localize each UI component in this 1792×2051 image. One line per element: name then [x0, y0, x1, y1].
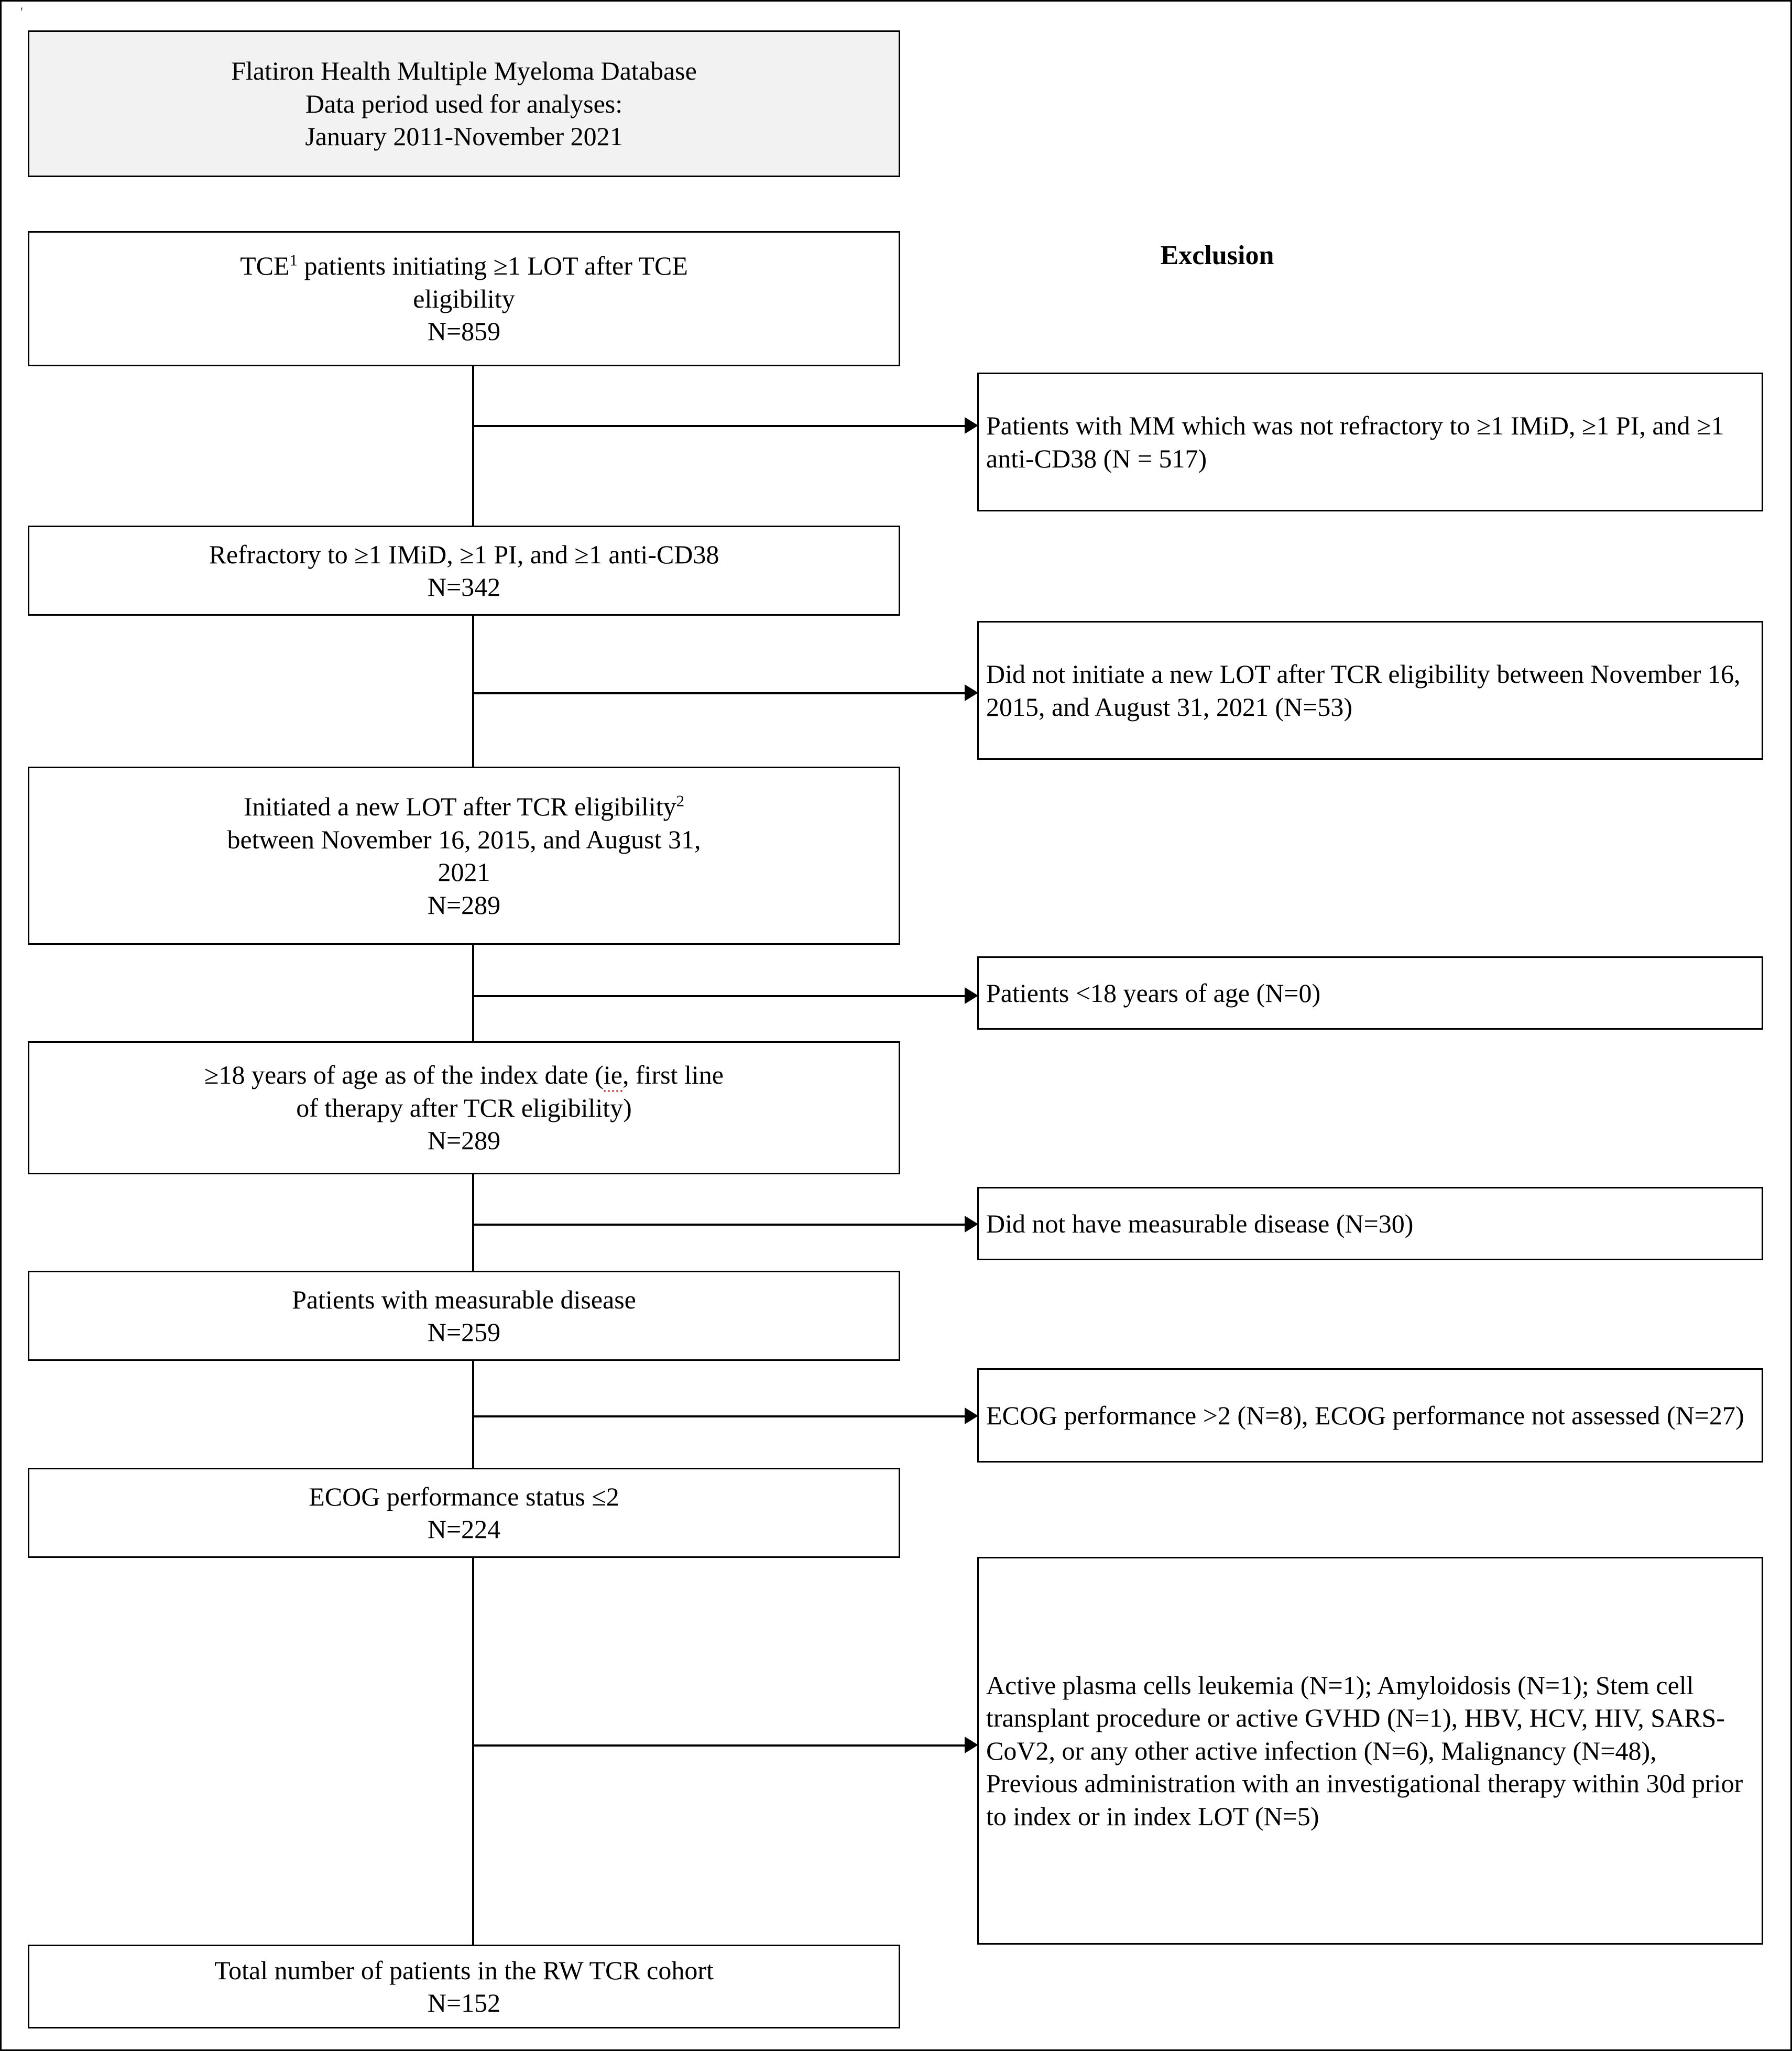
exclusion-box-under-18 — [977, 956, 1763, 1030]
connector-vertical-3 — [472, 945, 474, 1042]
flow-box-ecog — [28, 1468, 900, 1558]
flow-box-tce-line1: TCE$^1$ patients initiating ≥1 LOT after TCE — [240, 250, 688, 281]
flow-box-measurable-disease-count: N=259 — [427, 1317, 501, 1347]
database-header-box — [28, 30, 900, 177]
database-line2: Data period used for analyses: — [305, 89, 623, 118]
flow-box-new-lot-line1: Initiated a new LOT after TCR eligibility$^2$ — [243, 791, 685, 821]
exclusion-box-ecog — [977, 1368, 1763, 1463]
exclusion-text-other-conditions: Active plasma cells leukemia (N=1); Amyloidosis (N=1); Stem cell transplant procedure or active GVHD (N=1), HBV, HCV, HIV, SARS-CoV2, or any other active infection (N=6), Malignancy (N=48), Previous administration with an investigational therapy within 30d prior to index or in index LOT (N=5) — [986, 1670, 1743, 1831]
flow-box-refractory — [28, 526, 900, 616]
connector-vertical-2 — [472, 616, 474, 768]
flow-box-tce-line2: eligibility — [413, 283, 515, 313]
connector-vertical-6 — [472, 1558, 474, 1946]
flow-box-new-lot-count: N=289 — [427, 890, 501, 920]
arrowhead-3 — [965, 987, 978, 1004]
connector-branch-1 — [472, 425, 965, 427]
connector-vertical-1 — [472, 366, 474, 527]
exclusion-box-no-measurable-disease — [977, 1187, 1763, 1260]
stray-mark: ' — [20, 5, 23, 20]
exclusion-text-under-18: Patients <18 years of age (N=0) — [986, 978, 1321, 1008]
flow-box-ecog-line1: ECOG performance status ≤2 — [309, 1481, 619, 1511]
flow-box-new-lot — [28, 767, 900, 945]
flow-box-age-18 — [28, 1041, 900, 1174]
arrowhead-2 — [965, 684, 978, 701]
flow-box-age-18-line1: ≥18 years of age as of the index date (ie, first line — [37, 1059, 891, 1092]
exclusion-column-title: Exclusion — [1160, 241, 1274, 270]
flow-box-total-cohort-line1: Total number of patients in the RW TCR cohort — [214, 1955, 714, 1985]
exclusion-box-other-conditions — [977, 1557, 1763, 1945]
connector-branch-5 — [472, 1415, 965, 1417]
flow-box-total-cohort — [28, 1945, 900, 2028]
exclusion-text-no-new-lot: Did not initiate a new LOT after TCR eligibility between November 16, 2015, and August 31, 2021 (N=53) — [986, 659, 1741, 722]
arrowhead-5 — [965, 1408, 978, 1424]
exclusion-text-ecog: ECOG performance >2 (N=8), ECOG performance not assessed (N=27) — [986, 1400, 1744, 1430]
flow-box-measurable-disease-line1: Patients with measurable disease — [292, 1284, 636, 1314]
flow-box-refractory-count: N=342 — [427, 572, 501, 602]
connector-vertical-4 — [472, 1174, 474, 1272]
connector-branch-6 — [472, 1744, 965, 1747]
flow-box-tce-eligible — [28, 231, 900, 366]
database-line1: Flatiron Health Multiple Myeloma Database — [231, 56, 697, 86]
connector-branch-2 — [472, 692, 965, 694]
database-line3: January 2011-November 2021 — [305, 122, 623, 151]
flow-box-total-cohort-count: N=152 — [427, 1988, 501, 2017]
flow-box-refractory-line1: Refractory to ≥1 IMiD, ≥1 PI, and ≥1 anti-CD38 — [209, 539, 719, 569]
exclusion-box-no-new-lot — [977, 621, 1763, 760]
arrowhead-6 — [965, 1737, 978, 1753]
exclusion-text-not-refractory: Patients with MM which was not refractory to ≥1 IMiD, ≥1 PI, and ≥1 anti-CD38 (N = 517) — [986, 411, 1724, 473]
flow-box-age-18-count: N=289 — [427, 1126, 501, 1155]
arrowhead-1 — [965, 417, 978, 434]
flow-box-tce-count: N=859 — [427, 317, 501, 346]
flow-box-measurable-disease — [28, 1271, 900, 1361]
arrowhead-4 — [965, 1216, 978, 1232]
exclusion-box-not-refractory — [977, 373, 1763, 511]
connector-vertical-5 — [472, 1361, 474, 1469]
flow-box-new-lot-line3: 2021 — [438, 857, 490, 887]
flow-box-age-18-line2: of therapy after TCR eligibility) — [296, 1093, 632, 1122]
connector-branch-4 — [472, 1224, 965, 1226]
flow-box-ecog-count: N=224 — [427, 1514, 501, 1544]
connector-branch-3 — [472, 995, 965, 997]
exclusion-text-no-measurable-disease: Did not have measurable disease (N=30) — [986, 1208, 1414, 1238]
flow-box-new-lot-line2: between November 16, 2015, and August 31, — [227, 824, 701, 854]
